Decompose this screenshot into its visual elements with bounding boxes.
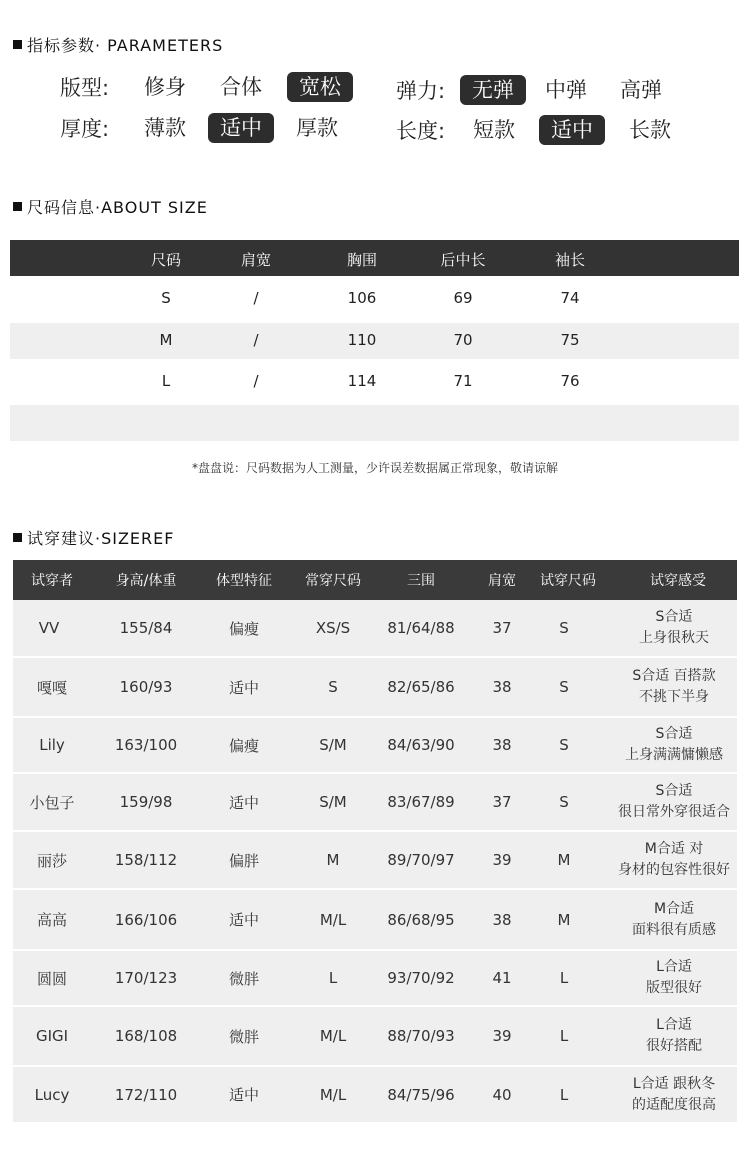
ref-cell-name: 高高 — [36, 911, 68, 929]
ref-cell-measurements: 93/70/92 — [387, 969, 455, 987]
ref-cell-measurements: 83/67/89 — [387, 793, 455, 811]
ref-header-cell: 身高/体重 — [115, 573, 177, 589]
ref-cell-feeling — [609, 951, 739, 1005]
size-table-header — [10, 240, 739, 276]
ref-cell-tried-size: M — [557, 910, 571, 929]
square-bullet-icon — [13, 202, 22, 211]
feeling-line-2: 的适配度很高 — [632, 1096, 716, 1113]
size-note: *盘盘说：尺码数据为人工测量，少许误差数据属正常现象，敬请谅解 — [191, 461, 558, 475]
ref-cell-name: 小包子 — [29, 793, 75, 812]
ref-cell-height-weight: 163/100 — [114, 736, 178, 754]
ref-cell-name: 圆圆 — [36, 969, 68, 988]
ref-feeling-text — [609, 839, 739, 881]
ref-cell-height-weight: 160/93 — [119, 678, 173, 696]
square-bullet-icon — [13, 533, 22, 542]
feeling-line-2: 很日常外穿很适合 — [618, 804, 730, 820]
ref-cell-body-type: 适中 — [228, 793, 260, 812]
feeling-line-1: S合适 — [655, 726, 693, 742]
ref-row — [13, 1007, 737, 1065]
ref-cell-tried-size: S — [559, 793, 569, 811]
ref-cell-feeling — [609, 890, 739, 949]
size-header-cell: 袖长 — [554, 251, 586, 269]
ref-cell-height-weight: 170/123 — [114, 969, 178, 987]
ref-table-header — [13, 560, 737, 600]
size-header-cell: 肩宽 — [240, 251, 272, 269]
ref-cell-body-type: 偏瘦 — [228, 736, 260, 755]
feeling-line-1: S合适 — [655, 609, 693, 625]
ref-cell-shoulder: 39 — [492, 851, 512, 869]
ref-cell-feeling — [609, 1067, 739, 1122]
ref-cell-usual-size: M/L — [319, 1085, 347, 1104]
ref-cell-shoulder: 40 — [492, 1085, 512, 1104]
ref-cell-measurements: 82/65/86 — [387, 678, 455, 696]
size-header-cell: 尺码 — [150, 251, 182, 269]
param-option: 厚款 — [296, 116, 338, 140]
size-cell: 71 — [453, 372, 473, 390]
feeling-line-2: 很好搭配 — [646, 1038, 702, 1054]
ref-cell-measurements: 81/64/88 — [387, 619, 455, 637]
size-cell: / — [253, 331, 259, 349]
ref-feeling-text — [609, 724, 739, 766]
ref-cell-shoulder: 39 — [492, 1027, 512, 1045]
param-label: 长度: — [396, 119, 446, 143]
feeling-line-1: L合适 — [656, 1017, 692, 1033]
param-row-thickness — [60, 113, 347, 143]
ref-title-text: 试穿建议·SIZEREF — [27, 529, 175, 548]
ref-header-cell: 体型特征 — [216, 573, 272, 589]
ref-cell-body-type: 适中 — [228, 1086, 260, 1104]
ref-cell-measurements: 89/70/97 — [387, 851, 455, 869]
ref-cell-body-type: 偏胖 — [228, 851, 260, 870]
ref-cell-usual-size: M — [326, 851, 340, 869]
size-title — [13, 195, 208, 218]
ref-cell-usual-size: S/M — [319, 793, 347, 811]
size-title-text: 尺码信息·ABOUT SIZE — [27, 198, 208, 217]
param-option: 高弹 — [620, 78, 662, 102]
ref-row — [13, 718, 737, 772]
param-option: 长款 — [629, 118, 671, 142]
ref-feeling-text — [609, 1015, 739, 1057]
param-option: 薄款 — [144, 116, 186, 140]
ref-cell-body-type: 适中 — [228, 678, 260, 697]
feeling-line-1: L合适 跟秋冬 — [632, 1075, 716, 1092]
ref-cell-height-weight: 158/112 — [114, 851, 178, 869]
params-title-text: 指标参数· PARAMETERS — [27, 36, 224, 55]
ref-cell-name: GIGI — [35, 1027, 69, 1045]
size-header-cell: 后中长 — [440, 251, 486, 269]
ref-cell-name: VV — [38, 619, 60, 637]
feeling-line-2: 上身很秋天 — [639, 630, 709, 646]
ref-cell-body-type: 微胖 — [228, 1027, 260, 1046]
size-cell: 110 — [347, 331, 377, 349]
feeling-line-2: 上身满满慵懒感 — [625, 747, 723, 763]
ref-cell-feeling — [609, 774, 739, 830]
ref-cell-feeling — [609, 718, 739, 772]
ref-cell-height-weight: 155/84 — [119, 619, 173, 637]
params-title — [13, 33, 223, 56]
feeling-line-1: S合适 — [655, 783, 693, 799]
ref-header-cell: 试穿者 — [31, 573, 73, 589]
size-cell: 114 — [347, 372, 377, 390]
size-cell: M — [159, 331, 173, 349]
ref-row — [13, 890, 737, 949]
ref-cell-shoulder: 38 — [492, 678, 512, 696]
ref-cell-name: 丽莎 — [36, 851, 68, 870]
ref-header-cell: 试穿感受 — [650, 573, 706, 589]
ref-cell-body-type: 微胖 — [228, 969, 260, 988]
size-cell: 74 — [560, 289, 580, 307]
ref-feeling-text — [609, 957, 739, 999]
ref-cell-name: 嘎嘎 — [36, 678, 68, 697]
ref-cell-measurements: 84/63/90 — [387, 736, 455, 754]
size-cell: 106 — [347, 289, 377, 307]
ref-cell-tried-size: L — [559, 1085, 569, 1104]
ref-cell-tried-size: L — [559, 969, 569, 987]
feeling-line-2: 不挑下半身 — [639, 689, 709, 705]
feeling-line-1: M合适 对 — [644, 841, 704, 857]
size-cell: 70 — [453, 331, 473, 349]
ref-cell-measurements: 88/70/93 — [387, 1027, 455, 1045]
feeling-line-1: M合适 — [653, 900, 695, 917]
ref-cell-height-weight: 159/98 — [119, 793, 173, 811]
size-cell: / — [253, 289, 259, 307]
ref-cell-feeling — [609, 832, 739, 888]
ref-header-cell: 试穿尺码 — [540, 573, 596, 589]
ref-header-cell: 肩宽 — [488, 573, 516, 589]
param-option: 短款 — [473, 118, 515, 142]
size-cell: 69 — [453, 289, 473, 307]
ref-cell-tried-size: S — [559, 678, 569, 696]
param-label: 厚度: — [60, 117, 110, 141]
param-label: 版型: — [60, 76, 110, 100]
ref-cell-usual-size: S/M — [319, 736, 347, 754]
ref-cell-shoulder: 38 — [492, 910, 512, 929]
ref-cell-body-type: 适中 — [228, 911, 260, 929]
ref-cell-name: Lily — [39, 736, 65, 754]
ref-cell-tried-size: L — [559, 1027, 569, 1045]
ref-cell-feeling — [609, 600, 739, 656]
param-option: 合体 — [220, 75, 262, 99]
ref-feeling-text — [609, 899, 739, 941]
size-cell: 75 — [560, 331, 580, 349]
size-cell: L — [161, 372, 171, 390]
param-label: 弹力: — [396, 79, 446, 103]
size-cell: / — [253, 372, 259, 390]
size-cell: 76 — [560, 372, 580, 390]
size-header-cell: 胸围 — [346, 251, 378, 269]
ref-feeling-text — [609, 607, 739, 649]
ref-cell-usual-size: S — [328, 678, 338, 696]
feeling-line-2: 面料很有质感 — [632, 921, 716, 938]
ref-cell-shoulder: 38 — [492, 736, 512, 754]
ref-cell-name: Lucy — [34, 1085, 70, 1104]
ref-row — [13, 658, 737, 716]
ref-cell-height-weight: 172/110 — [114, 1085, 178, 1104]
ref-row — [13, 832, 737, 888]
ref-cell-usual-size: M/L — [319, 910, 347, 929]
ref-feeling-text — [609, 666, 739, 708]
ref-cell-height-weight: 168/108 — [114, 1027, 178, 1045]
param-option: 修身 — [144, 75, 186, 99]
feeling-line-2: 身材的包容性很好 — [618, 862, 730, 878]
ref-cell-shoulder: 37 — [492, 793, 512, 811]
ref-row — [13, 951, 737, 1005]
feeling-line-1: L合适 — [656, 959, 692, 975]
row-stripe — [10, 405, 739, 441]
feeling-line-2: 版型很好 — [646, 980, 702, 996]
param-option-selected: 宽松 — [287, 72, 353, 102]
ref-cell-tried-size: M — [557, 851, 571, 869]
ref-cell-measurements: 84/75/96 — [387, 1085, 455, 1104]
param-option: 中弹 — [545, 78, 587, 102]
ref-cell-tried-size: S — [559, 619, 569, 637]
feeling-line-1: S合适 百搭款 — [632, 668, 716, 684]
ref-header-cell: 常穿尺码 — [305, 573, 361, 589]
ref-feeling-text — [609, 781, 739, 823]
ref-row — [13, 600, 737, 656]
size-cell: S — [161, 289, 171, 307]
ref-cell-shoulder: 41 — [492, 969, 512, 987]
ref-cell-tried-size: S — [559, 736, 569, 754]
param-option-selected: 适中 — [208, 113, 274, 143]
ref-cell-shoulder: 37 — [492, 619, 512, 637]
param-row-fit — [60, 72, 353, 102]
ref-cell-feeling — [609, 1007, 739, 1065]
ref-cell-usual-size: M/L — [319, 1027, 347, 1045]
ref-cell-height-weight: 166/106 — [114, 910, 178, 929]
param-option-selected: 适中 — [539, 115, 605, 145]
ref-title — [13, 526, 174, 549]
ref-cell-body-type: 偏瘦 — [228, 619, 260, 638]
param-row-elasticity — [396, 75, 671, 105]
param-option-selected: 无弹 — [460, 75, 526, 105]
ref-row — [13, 774, 737, 830]
square-bullet-icon — [13, 40, 22, 49]
param-row-length — [396, 115, 680, 145]
ref-feeling-text — [609, 1074, 739, 1116]
ref-cell-usual-size: L — [328, 969, 338, 987]
ref-row — [13, 1067, 737, 1122]
ref-cell-measurements: 86/68/95 — [387, 910, 455, 929]
ref-cell-feeling — [609, 658, 739, 716]
ref-header-cell: 三围 — [407, 573, 435, 589]
ref-cell-usual-size: XS/S — [315, 619, 351, 637]
